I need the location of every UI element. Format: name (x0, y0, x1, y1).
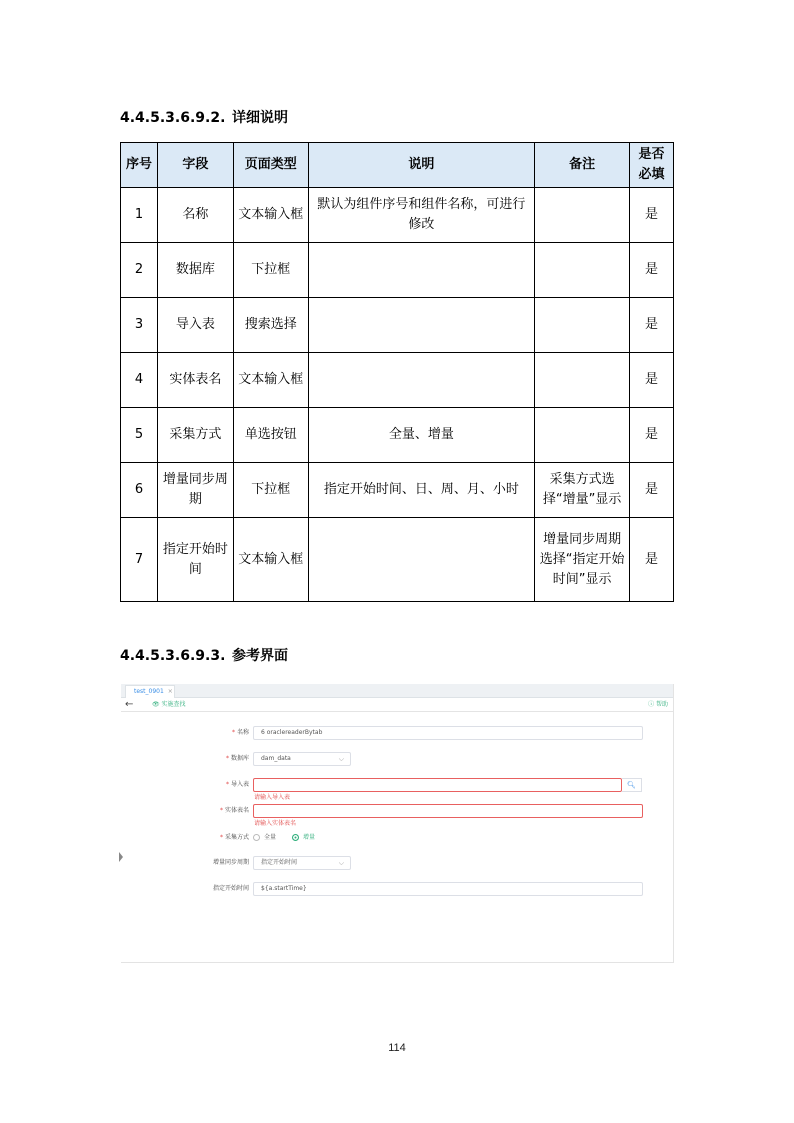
import-table-label: * 导入表 (225, 781, 249, 788)
cell-field: 数据库 (157, 243, 233, 298)
cell-type: 搜索选择 (233, 298, 308, 353)
preview-button[interactable]: 👁 实施查找 (152, 701, 186, 708)
cell-field: 导入表 (157, 298, 233, 353)
cell-no: 6 (121, 463, 158, 518)
cell-type: 下拉框 (233, 463, 308, 518)
section-number: 4.4.5.3.6.9.3. (120, 648, 226, 664)
cell-no: 2 (121, 243, 158, 298)
close-icon[interactable]: × (167, 688, 173, 695)
cell-desc: 默认为组件序号和组件名称，可进行修改 (308, 188, 535, 243)
cell-no: 3 (121, 298, 158, 353)
table-row (121, 408, 674, 463)
tab-test-0901[interactable] (125, 685, 175, 698)
field-spec-table (120, 142, 674, 602)
entity-table-label: * 实体表名 (219, 807, 249, 814)
sync-period-select[interactable]: 指定开始时间 ⌵ (253, 856, 351, 870)
cell-field: 增量同步周期 (157, 463, 233, 518)
chevron-down-icon: ⌵ (338, 755, 344, 763)
name-input[interactable]: 6 oraclereaderBytab (253, 726, 643, 740)
cell-required: 是 (630, 408, 674, 463)
help-button[interactable]: ⓘ 帮助 (648, 701, 668, 708)
sync-period-label: 增量同步周期 (212, 859, 249, 866)
cell-no: 7 (121, 518, 158, 602)
table-row (121, 188, 674, 243)
cell-type: 下拉框 (233, 243, 308, 298)
table-row (121, 298, 674, 353)
header-field: 字段 (157, 143, 233, 188)
cell-required: 是 (630, 188, 674, 243)
table-row (121, 243, 674, 298)
section-number: 4.4.5.3.6.9.2. (120, 110, 226, 126)
toolbar (121, 698, 674, 712)
section-title: 参考界面 (232, 648, 288, 664)
cell-note (535, 408, 630, 463)
table-row (121, 463, 674, 518)
cell-field: 采集方式 (157, 408, 233, 463)
name-label: * 名称 (231, 729, 249, 736)
section-heading-detail (120, 107, 288, 127)
table-header-row (121, 143, 674, 188)
cell-field: 实体表名 (157, 353, 233, 408)
cell-type: 文本输入框 (233, 188, 308, 243)
cell-required: 是 (630, 298, 674, 353)
mask-block (169, 952, 255, 963)
cell-desc (308, 298, 535, 353)
side-arrow-icon (119, 852, 123, 862)
header-no: 序号 (121, 143, 158, 188)
cell-field: 名称 (157, 188, 233, 243)
header-note: 备注 (535, 143, 630, 188)
header-required: 是否必填 (630, 143, 674, 188)
cell-note (535, 243, 630, 298)
radio-incremental[interactable]: 增量 (292, 833, 315, 843)
radio-full[interactable]: 全量 (253, 833, 276, 843)
tab-bar (121, 684, 674, 698)
cell-note (535, 188, 630, 243)
import-table-input[interactable] (253, 778, 622, 792)
cell-note (535, 353, 630, 408)
cell-no: 4 (121, 353, 158, 408)
cell-required: 是 (630, 518, 674, 602)
cell-desc (308, 243, 535, 298)
chevron-down-icon: ⌵ (338, 859, 344, 867)
header-type: 页面类型 (233, 143, 308, 188)
search-icon[interactable]: 🔍︎ (622, 778, 642, 792)
database-label: * 数据库 (225, 755, 249, 762)
table-row (121, 518, 674, 602)
cell-type: 单选按钮 (233, 408, 308, 463)
cell-desc (308, 518, 535, 602)
cell-required: 是 (630, 463, 674, 518)
section-title: 详细说明 (232, 110, 288, 126)
tab-label: test_0901 (134, 688, 164, 695)
cell-type: 文本输入框 (233, 353, 308, 408)
reference-screenshot (121, 684, 674, 963)
header-desc: 说明 (308, 143, 535, 188)
section-heading-reference (120, 645, 288, 665)
cell-desc (308, 353, 535, 408)
cell-no: 1 (121, 188, 158, 243)
entity-table-error: 请输入实体表名 (254, 820, 297, 827)
cell-note: 采集方式选择“增量”显示 (535, 463, 630, 518)
cell-type: 文本输入框 (233, 518, 308, 602)
cell-note: 增量同步周期选择“指定开始时间”显示 (535, 518, 630, 602)
cell-field: 指定开始时间 (157, 518, 233, 602)
start-time-input[interactable]: ${a.startTime} (253, 882, 643, 896)
cell-required: 是 (630, 353, 674, 408)
cell-desc: 指定开始时间、日、周、月、小时 (308, 463, 535, 518)
cell-required: 是 (630, 243, 674, 298)
back-arrow-icon[interactable]: ← (125, 699, 134, 710)
page-number: 114 (388, 1042, 406, 1054)
collect-mode-label: * 采集方式 (219, 834, 249, 841)
start-time-label: 指定开始时间 (212, 885, 249, 892)
cell-desc: 全量、增量 (308, 408, 535, 463)
database-select[interactable]: dam_data ⌵ (253, 752, 351, 766)
entity-table-input[interactable] (253, 804, 643, 818)
cell-note (535, 298, 630, 353)
import-table-error: 请输入导入表 (254, 794, 291, 801)
table-row (121, 353, 674, 408)
cell-no: 5 (121, 408, 158, 463)
